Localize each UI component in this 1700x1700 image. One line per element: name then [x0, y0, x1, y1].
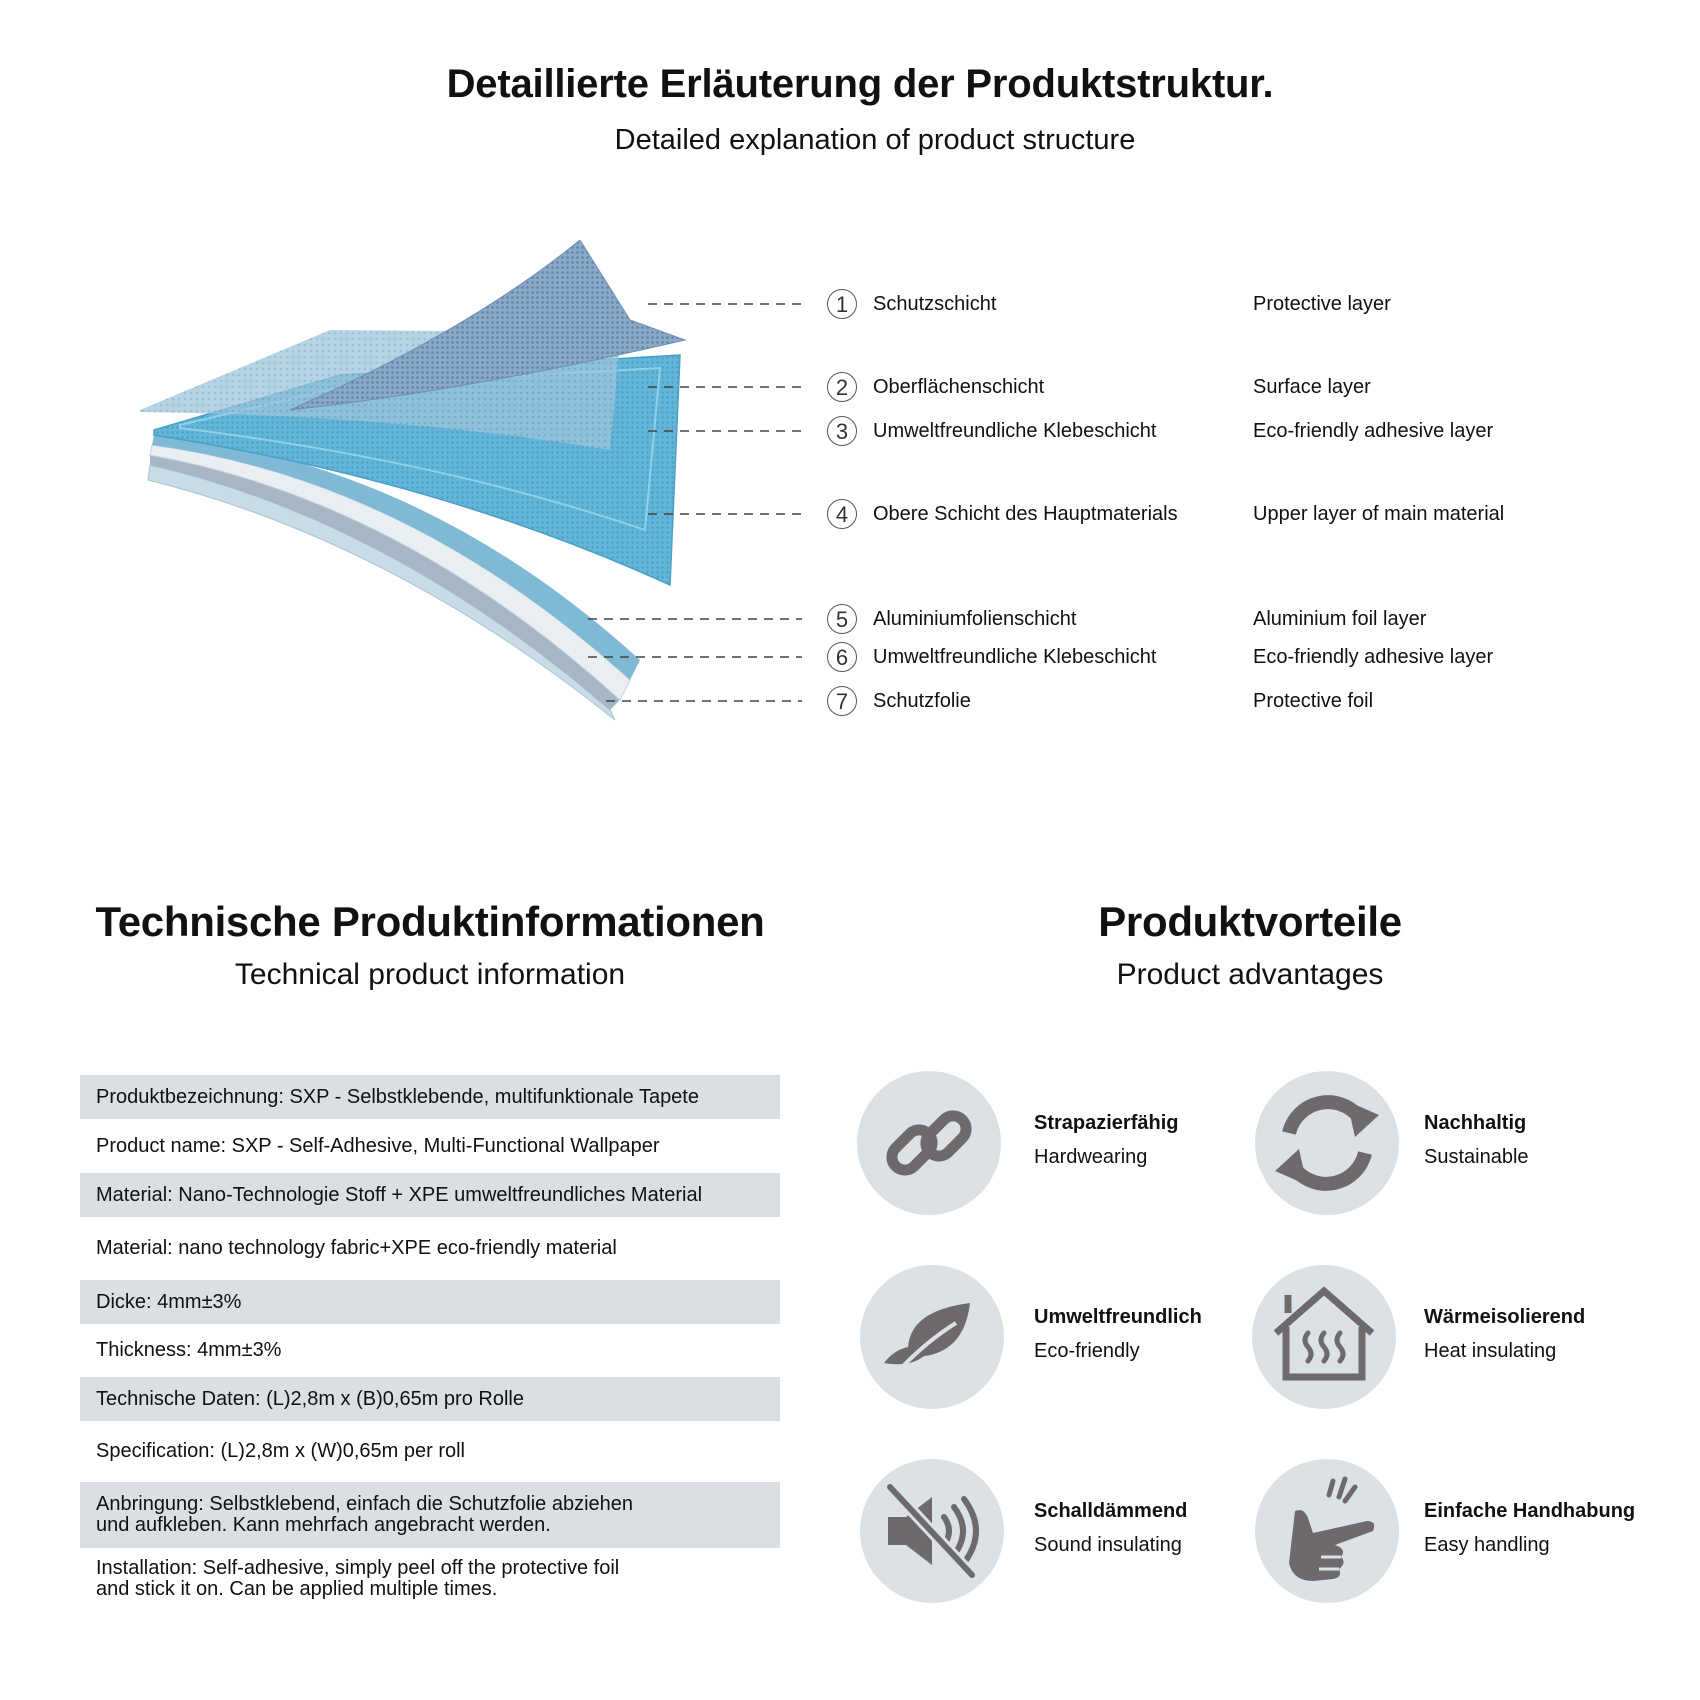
advantage-icon-circle [860, 1265, 1004, 1409]
tech-row-de-text: Produktbezeichnung: SXP - Selbstklebende, multifunktionale Tapete [96, 1085, 699, 1108]
layer-label-de: Schutzfolie [873, 690, 971, 712]
layer-label-de: Oberflächenschicht [873, 376, 1045, 398]
advantage-label-de: Strapazierfähig [1034, 1112, 1179, 1134]
layer-label-en: Eco-friendly adhesive layer [1253, 646, 1494, 668]
layer-number-4: 4 [827, 499, 857, 529]
structure-title-de: Detaillierte Erläuterung der Produktstruktur. [446, 62, 1274, 106]
tech-row-de-text: Material: Nano-Technologie Stoff + XPE umweltfreundliches Material [96, 1183, 703, 1206]
tech-table [80, 1075, 780, 1610]
advantage-icon-circle [860, 1459, 1004, 1603]
muted-speaker-icon [860, 1459, 1004, 1603]
layer-row-7 [827, 686, 1587, 720]
layer-number-6: 6 [827, 642, 857, 672]
advantage-label-en: Easy handling [1424, 1534, 1550, 1556]
tech-row-de [80, 1173, 780, 1217]
advantage-icon-circle [1255, 1071, 1399, 1215]
advantage-label-de: Umweltfreundlich [1034, 1306, 1202, 1328]
tech-title-en: Technical product information [234, 958, 626, 991]
layer-number-5: 5 [827, 604, 857, 634]
tech-row-de [80, 1280, 780, 1324]
layer-label-de: Obere Schicht des Hauptmaterials [873, 503, 1178, 525]
layer-label-en: Eco-friendly adhesive layer [1253, 420, 1494, 442]
layer-row-3 [827, 416, 1587, 450]
tech-row-en-text: Material: nano technology fabric+XPE eco-friendly material [96, 1237, 617, 1259]
layer-label-de: Schutzschicht [873, 293, 997, 315]
tech-row-en-text: Thickness: 4mm±3% [96, 1339, 282, 1361]
advantage-label-de: Schalldämmend [1034, 1500, 1188, 1522]
advantage-label-de: Nachhaltig [1424, 1112, 1527, 1134]
tech-row-en-text: Specification: (L)2,8m x (W)0,65m per roll [96, 1440, 466, 1462]
advantage-icon-circle [1255, 1459, 1399, 1603]
leader-lines [580, 280, 820, 720]
layer-label-en: Protective layer [1253, 293, 1391, 315]
advantage-label-de: Wärmeisolierend [1424, 1306, 1586, 1328]
tech-title-de: Technische Produktinformationen [95, 898, 765, 945]
advantage-label-en: Hardwearing [1034, 1146, 1148, 1168]
tech-row-de [80, 1482, 780, 1548]
layer-row-2 [827, 372, 1587, 406]
tech-row-en-text: Installation: Self-adhesive, simply peel off the protective foil and stick it on. Can be applied multiple times. [96, 1557, 620, 1600]
tech-row-en-text: Product name: SXP - Self-Adhesive, Multi-Functional Wallpaper [96, 1134, 660, 1157]
advantages-title-de: Produktvorteile [1098, 898, 1402, 945]
advantage-label-en: Eco-friendly [1034, 1340, 1140, 1362]
layer-row-6 [827, 642, 1587, 676]
advantage-label-en: Sound insulating [1034, 1534, 1182, 1556]
structure-title-en: Detailed explanation of product structure [614, 124, 1136, 156]
tech-row-de-text: Dicke: 4mm±3% [96, 1290, 242, 1313]
layer-label-de: Aluminiumfolienschicht [873, 608, 1077, 630]
tech-row-en [80, 1119, 780, 1173]
advantage-label-en: Heat insulating [1424, 1340, 1557, 1362]
chain-link-icon [857, 1071, 1001, 1215]
advantage-label-de: Einfache Handhabung [1424, 1500, 1636, 1522]
layer-label-en: Protective foil [1253, 690, 1374, 712]
tech-row-de [80, 1075, 780, 1119]
layer-row-4 [827, 499, 1587, 533]
hand-press-icon [1255, 1459, 1399, 1603]
recycle-arrows-icon [1255, 1071, 1399, 1215]
layer-row-1 [827, 289, 1587, 323]
advantage-icon-circle [857, 1071, 1001, 1215]
advantages-title-en: Product advantages [1116, 958, 1384, 991]
layer-label-en: Upper layer of main material [1253, 503, 1505, 525]
layer-label-de: Umweltfreundliche Klebeschicht [873, 646, 1157, 668]
tech-row-de-text: Anbringung: Selbstklebend, einfach die Schutzfolie abziehen und aufkleben. Kann mehrfach angebracht werden. [96, 1493, 634, 1536]
layer-number-1: 1 [827, 289, 857, 319]
layer-number-7: 7 [827, 686, 857, 716]
layer-label-de: Umweltfreundliche Klebeschicht [873, 420, 1157, 442]
tech-row-en [80, 1217, 780, 1280]
leaf-icon [860, 1265, 1004, 1409]
layer-number-3: 3 [827, 416, 857, 446]
tech-row-de [80, 1377, 780, 1421]
tech-row-de-text: Technische Daten: (L)2,8m x (B)0,65m pro Rolle [96, 1387, 524, 1410]
layer-row-5 [827, 604, 1587, 638]
layer-label-en: Aluminium foil layer [1253, 608, 1427, 630]
tech-row-en [80, 1548, 780, 1610]
layer-number-2: 2 [827, 372, 857, 402]
tech-row-en [80, 1421, 780, 1482]
layer-label-en: Surface layer [1253, 376, 1371, 398]
advantage-label-en: Sustainable [1424, 1146, 1529, 1168]
heated-house-icon [1252, 1265, 1396, 1409]
tech-row-en [80, 1324, 780, 1377]
advantage-icon-circle [1252, 1265, 1396, 1409]
